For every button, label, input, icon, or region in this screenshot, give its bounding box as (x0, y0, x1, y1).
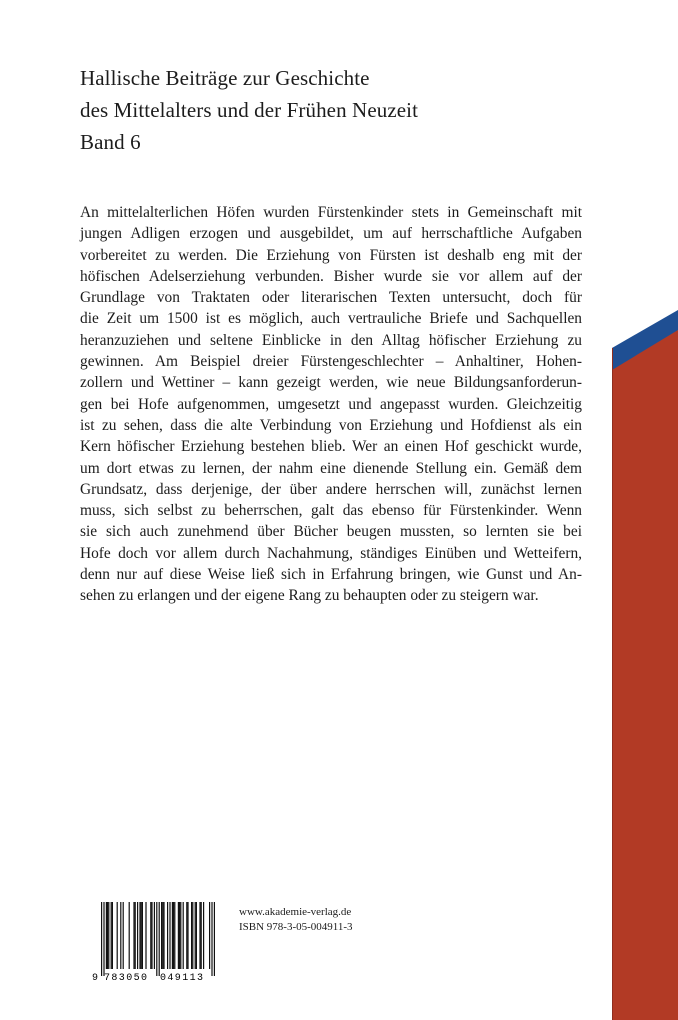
barcode-bar (211, 902, 212, 976)
volume-label: Band 6 (80, 130, 141, 154)
barcode-bar (139, 902, 140, 969)
blurb-line: heranzuziehen und seltene Einblicke in den Alltag höfischer Erziehung zu (80, 331, 582, 349)
barcode-bar (196, 902, 197, 969)
blurb-line: sehen zu erlangen und der eigene Rang zu behaupten oder zu steigern war. (80, 587, 539, 605)
barcode-bar (112, 902, 113, 969)
barcode-bar (186, 902, 187, 969)
barcode-bar (172, 902, 173, 969)
barcode-bar (142, 902, 143, 969)
barcode-bar (187, 902, 188, 969)
isbn-number: ISBN 978-3-05-004911-3 (239, 921, 353, 933)
barcode-bar (123, 902, 124, 969)
blurb-line: Grundsatz, dass derjenige, der über andere herrschen will, zunächst lernen (80, 480, 582, 498)
publisher-info (239, 905, 353, 935)
series-title-line-2: des Mittelalters und der Frühen Neuzeit (80, 98, 419, 122)
barcode-bar (195, 902, 196, 969)
barcode-bar (106, 902, 107, 969)
barcode-bar (209, 902, 210, 969)
barcode-bar (163, 902, 164, 969)
blurb-line: denn nur auf diese Weise ließ sich in Erfahrung bringen, wie Gunst und An- (80, 566, 582, 584)
barcode-bar (120, 902, 121, 969)
barcode-bar (199, 902, 200, 969)
blurb-line: höfischen Adelserziehung verbunden. Bisher wurde sie vor allem auf der (80, 267, 582, 285)
barcode-bar (173, 902, 174, 969)
isbn-barcode (90, 902, 224, 982)
barcode-bar (161, 902, 162, 969)
blurb-line: muss, sich selbst zu beherrschen, galt das ebenso für Fürstenkinder. Wenn (80, 502, 582, 520)
blurb-line: vorbereitet zu werden. Die Erziehung von Fürsten ist deshalb eng mit der (80, 246, 582, 264)
barcode-digit-prefix: 9 (92, 973, 99, 982)
barcode-bar (183, 902, 184, 969)
barcode-bar (203, 902, 204, 969)
barcode-bar (151, 902, 152, 969)
barcode-bar (179, 902, 180, 969)
publisher-url: www.akademie-verlag.de (239, 906, 352, 918)
barcode-bar (141, 902, 142, 969)
barcode-bar (159, 902, 160, 976)
barcode-bars (101, 902, 215, 976)
barcode-bar (174, 902, 175, 969)
blurb-line: ist zu sehen, dass die alte Verbindung von Erziehung und Hofdienst als ein (80, 416, 582, 434)
barcode-bar (167, 902, 168, 969)
barcode-bar (108, 902, 109, 969)
barcode-bar (192, 902, 193, 969)
barcode-bar (145, 902, 146, 969)
barcode-bar (129, 902, 130, 969)
barcode-bar (137, 902, 138, 969)
barcode-bar (107, 902, 108, 969)
barcode-digits-right: 049113 (160, 973, 205, 982)
barcode-bar (133, 902, 134, 969)
barcode-bar (154, 902, 155, 969)
blurb-line: Hofe doch vor allem durch Nachahmung, ständiges Einüben und Wetteifern, (80, 544, 582, 562)
barcode-digits-left: 783050 (104, 973, 149, 982)
barcode-bar (101, 902, 102, 976)
barcode-bar (156, 902, 157, 976)
barcode-bar (169, 902, 170, 969)
barcode-bar (117, 902, 118, 969)
blurb-line: gen bei Hofe aufgenommen, umgesetzt und angepasst wurden. Gleichzeitig (80, 395, 582, 413)
series-title-line-1: Hallische Beiträge zur Geschichte (80, 66, 370, 90)
blurb-line: die Zeit um 1500 ist es möglich, auch vertrauliche Briefe und Sachquellen (80, 310, 582, 328)
barcode-bar (150, 902, 151, 969)
blurb-line: gewinnen. Am Beispiel dreier Fürstengeschlechter – Anhaltiner, Hohen- (80, 353, 582, 371)
barcode-bar (135, 902, 136, 969)
blurb-line: um dort etwas zu lernen, der nahm eine dienende Stellung ein. Gemäß dem (80, 459, 582, 477)
barcode-bar (162, 902, 163, 969)
barcode-bar (214, 902, 215, 976)
barcode-bar (180, 902, 181, 969)
barcode-bar (111, 902, 112, 969)
blurb-line: zollern und Wettiner – kann gezeigt werden, wie neue Bildungsanforderun- (80, 374, 582, 392)
blurb-line: jungen Adligen erzogen und ausgebildet, um auf herrschaftliche Aufgaben (80, 225, 582, 243)
barcode-bar (103, 902, 104, 976)
blurb-line: An mittelalterlichen Höfen wurden Fürstenkinder stets in Gemeinschaft mit (80, 204, 582, 221)
blurb-line: Kern höfischer Erziehung bestehen blieb. Wer an einen Hof geschickt wurde, (80, 438, 582, 456)
red-stripe-shape (612, 330, 678, 1020)
barcode-bar (178, 902, 179, 969)
blurb-line: sie sich auch zunehmend über Bücher beugen mussten, so lernten sie bei (80, 523, 582, 541)
barcode-bar (191, 902, 192, 969)
blurb-line: Grundlage von Traktaten oder literarischen Texten untersucht, doch für (80, 289, 582, 307)
barcode-bar (201, 902, 202, 969)
